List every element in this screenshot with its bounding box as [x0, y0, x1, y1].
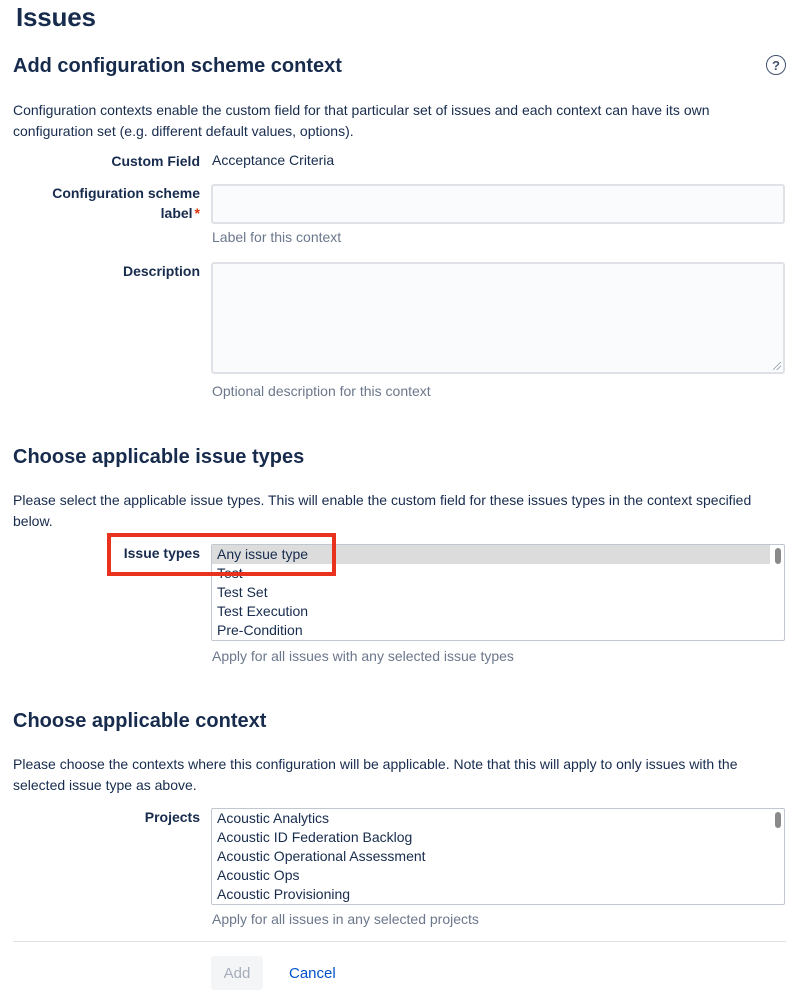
scheme-label-hint: Label for this context — [212, 229, 342, 245]
page-title: Issues — [16, 2, 96, 32]
custom-field-label: Custom Field — [111, 153, 200, 169]
scrollbar[interactable] — [775, 812, 781, 828]
scheme-label-input[interactable] — [211, 184, 785, 224]
scheme-label-label — [52, 183, 200, 223]
project-option[interactable]: Acoustic Provisioning — [217, 886, 351, 902]
issue-types-description: Please select the applicable issue types. This will enable the custom field for these issues types in the context specified below. — [13, 492, 752, 529]
issue-type-option[interactable]: Any issue type — [212, 545, 770, 564]
required-marker: * — [194, 205, 200, 221]
add-context-heading: Add configuration scheme context — [13, 55, 342, 77]
issue-type-option[interactable]: Test Set — [217, 584, 268, 600]
question-circle-icon[interactable]: ? — [766, 55, 786, 75]
description-hint: Optional description for this context — [212, 383, 431, 399]
issue-types-heading: Choose applicable issue types — [13, 446, 305, 468]
project-option[interactable]: Acoustic ID Federation Backlog — [217, 829, 413, 845]
project-option[interactable]: Acoustic Operational Assessment — [217, 848, 426, 864]
scheme-label-line1: Configuration scheme — [52, 185, 200, 201]
cancel-link[interactable]: Cancel — [289, 964, 336, 982]
issue-type-option[interactable]: Test Execution — [217, 603, 309, 619]
scrollbar[interactable] — [775, 548, 781, 564]
resize-handle[interactable] — [773, 362, 781, 370]
project-option[interactable]: Acoustic Ops — [217, 867, 300, 883]
issue-type-option[interactable]: Pre-Condition — [217, 622, 303, 638]
context-description: Please choose the contexts where this configuration will be applicable. Note that this will apply to only issues with the selected issue type as above. — [13, 756, 738, 793]
issue-type-option[interactable]: Test — [217, 565, 243, 581]
issue-types-hint: Apply for all issues with any selected issue types — [212, 648, 514, 664]
add-button[interactable]: Add — [211, 956, 263, 990]
project-option[interactable]: Acoustic Analytics — [217, 810, 330, 826]
add-context-description: Configuration contexts enable the custom field for that particular set of issues and each context can have its own configuration set (e.g. different default values, options). — [13, 102, 710, 139]
divider — [13, 941, 786, 942]
description-textarea[interactable] — [211, 262, 785, 374]
projects-label: Projects — [144, 809, 200, 825]
context-heading: Choose applicable context — [13, 710, 267, 732]
projects-select[interactable] — [211, 808, 785, 905]
highlight-annotation — [107, 533, 336, 576]
custom-field-value: Acceptance Criteria — [212, 152, 335, 168]
scheme-label-line2: label * — [160, 205, 200, 221]
issue-types-label: Issue types — [123, 545, 200, 561]
projects-hint: Apply for all issues in any selected projects — [212, 911, 479, 927]
description-label: Description — [122, 263, 200, 279]
